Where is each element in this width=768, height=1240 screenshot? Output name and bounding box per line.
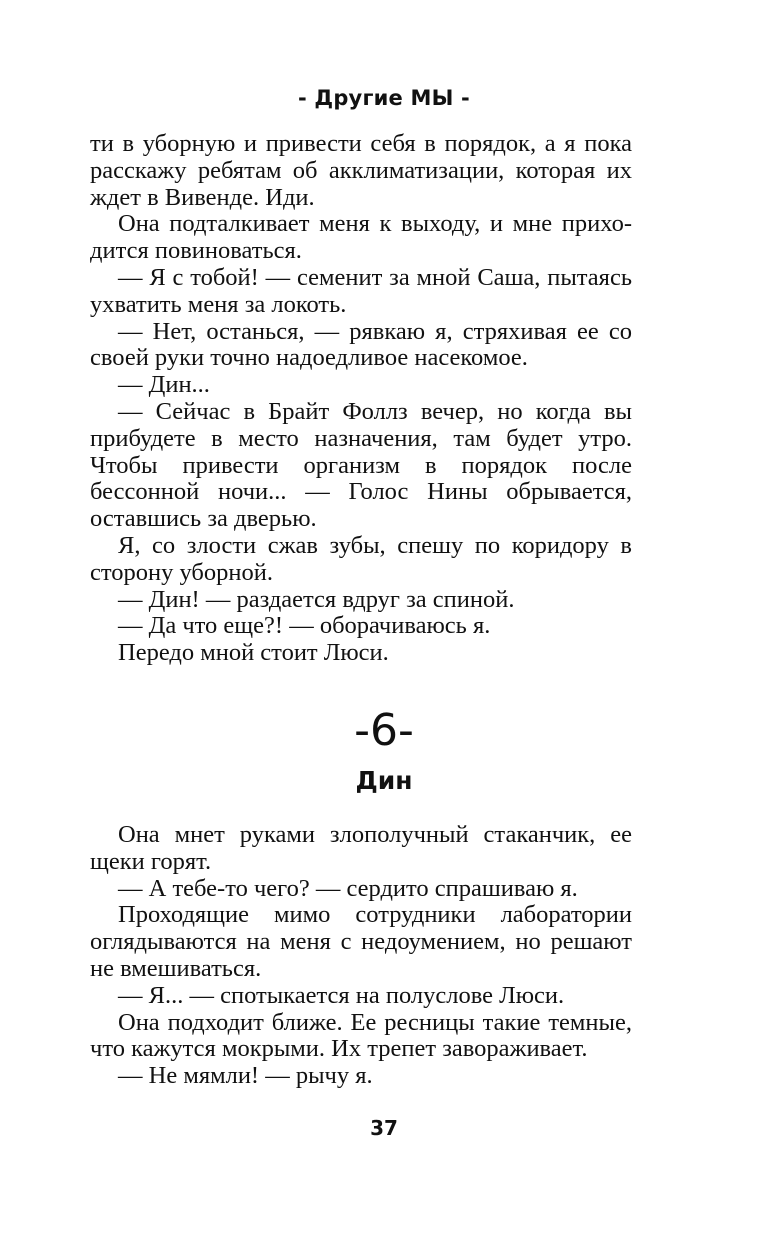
running-title: - Другие МЫ -	[298, 86, 470, 110]
paragraph: — Нет, останься, — рявкаю я, стряхивая ее со своей руки точно надоедливое насекомое.	[90, 317, 632, 372]
text-section-2	[90, 822, 632, 1090]
paragraph: — Да что еще?! — оборачиваюсь я.	[118, 612, 491, 640]
paragraph: — Сейчас в Брайт Фоллз вечер, но когда вы прибудете в место назначения, там будет утро. Чтобы привести организм в порядок после бессонной ночи... — Голос Нины обрывается, оставшись за дверью.	[90, 397, 632, 533]
paragraph: — Не мямли! — рычу я.	[118, 1062, 373, 1090]
paragraph: Передо мной стоит Люси.	[118, 639, 389, 667]
paragraph: — Дин! — раздается вдруг за спиной.	[118, 585, 515, 613]
paragraph: Она подталкивает меня к выходу, и мне приходится повиноваться.	[90, 210, 632, 265]
paragraph: ти в уборную и привести себя в порядок, а я пока расскажу ребятам об акклиматизации, которая их ждет в Вивенде. Иди.	[90, 130, 632, 211]
paragraph: Проходящие мимо сотрудники лаборатории оглядываются на меня с недоумением, но решают не вмешиваться.	[90, 901, 632, 982]
chapter-number: -6-	[354, 705, 414, 756]
paragraph: — Я с тобой! — семенит за мной Саша, пытаясь ухватить меня за локоть.	[90, 263, 632, 318]
chapter-title: Дин	[355, 766, 413, 795]
paragraph: Она подходит ближе. Ее ресницы такие темные, что кажутся мокрыми. Их трепет завораживает.	[90, 1008, 632, 1063]
paragraph: — А тебе-то чего? — сердито спрашиваю я.	[118, 874, 578, 902]
paragraph: — Я... — спотыкается на полуслове Люси.	[118, 981, 565, 1009]
paragraph: — Дин...	[118, 371, 210, 399]
page-number: 37	[370, 1116, 398, 1140]
paragraph: Я, со злости сжав зубы, спешу по коридору в сторону уборной.	[90, 531, 632, 586]
text-section-1	[90, 131, 632, 667]
paragraph: Она мнет руками злополучный стаканчик, ее щеки горят.	[90, 821, 632, 875]
